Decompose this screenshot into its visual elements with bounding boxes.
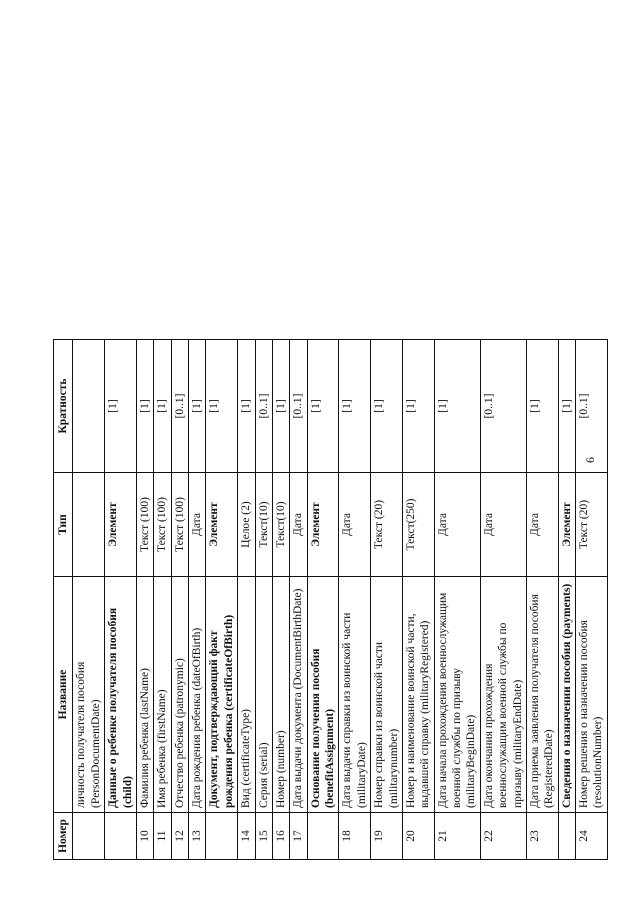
cell-type: Элемент — [206, 473, 238, 577]
cell-name: Дата приема заявления получателя пособия (RegisteredDate) — [526, 577, 558, 813]
header-type: Тип — [54, 473, 73, 577]
cell-number: 10 — [136, 813, 153, 860]
table-row — [480, 340, 526, 860]
cell-cardinality: [0..1] — [255, 340, 272, 473]
table-row — [189, 340, 206, 860]
cell-cardinality: [0..1] — [171, 340, 188, 473]
cell-type: Дата — [526, 473, 558, 577]
cell-cardinality: [1] — [206, 340, 238, 473]
cell-number: 20 — [402, 813, 434, 860]
table-row — [238, 340, 255, 860]
cell-name: Номер решения о назначении пособия (resolutionNumber) — [576, 577, 608, 813]
rotated-table-container — [53, 340, 615, 860]
cell-type: Элемент — [307, 473, 339, 577]
table-row — [73, 340, 105, 860]
table-row — [272, 340, 289, 860]
cell-type: Текст (100) — [154, 473, 171, 577]
cell-cardinality: [1] — [558, 340, 575, 473]
cell-cardinality: [0..1] — [576, 340, 608, 473]
cell-number: 23 — [526, 813, 558, 860]
cell-type: Целое (2) — [238, 473, 255, 577]
table-row — [290, 340, 307, 860]
table-row — [371, 340, 403, 860]
table-header-row — [54, 340, 73, 860]
cell-type: Текст (20) — [576, 473, 608, 577]
cell-number: 24 — [576, 813, 608, 860]
cell-name: Дата окончания прохождения военнослужащим военной службы по призыву (militaryEndDate) — [480, 577, 526, 813]
cell-number: 15 — [255, 813, 272, 860]
table-body — [73, 340, 607, 860]
cell-type — [73, 473, 105, 577]
cell-number: 12 — [171, 813, 188, 860]
cell-type: Дата — [434, 473, 480, 577]
cell-type: Текст (100) — [171, 473, 188, 577]
cell-cardinality: [1] — [238, 340, 255, 473]
cell-type: Дата — [480, 473, 526, 577]
cell-cardinality: [0..1] — [480, 340, 526, 473]
table-row — [307, 340, 339, 860]
cell-number: 14 — [238, 813, 255, 860]
cell-number — [73, 813, 105, 860]
cell-type: Элемент — [105, 473, 137, 577]
table-row — [576, 340, 608, 860]
cell-name: Имя ребенка (firstName) — [154, 577, 171, 813]
cell-number — [558, 813, 575, 860]
cell-number: 17 — [290, 813, 307, 860]
header-name: Название — [54, 577, 73, 813]
cell-number: 19 — [371, 813, 403, 860]
table-row — [105, 340, 137, 860]
cell-name: Вид (certificateType) — [238, 577, 255, 813]
cell-name: Сведения о назначении пособия (payments) — [558, 577, 575, 813]
cell-type: Текст (20) — [371, 473, 403, 577]
cell-number: 13 — [189, 813, 206, 860]
cell-name: Документ, подтверждающий факт рождения ребенка (certificateOfBirth) — [206, 577, 238, 813]
cell-type: Текст(10) — [272, 473, 289, 577]
header-cardinality: Кратность — [54, 340, 73, 473]
cell-type: Дата — [290, 473, 307, 577]
cell-number — [307, 813, 339, 860]
cell-cardinality: [1] — [272, 340, 289, 473]
cell-number: 11 — [154, 813, 171, 860]
cell-number: 21 — [434, 813, 480, 860]
table-row — [255, 340, 272, 860]
cell-name: Дата начала прохождения военнослужащим военной службы по призыву (militaryBeginDate) — [434, 577, 480, 813]
cell-cardinality: [1] — [105, 340, 137, 473]
cell-name: Номер (number) — [272, 577, 289, 813]
table-row — [558, 340, 575, 860]
table-row — [339, 340, 371, 860]
cell-number: 16 — [272, 813, 289, 860]
cell-name: Дата выдачи справки из воинской части (militaryDate) — [339, 577, 371, 813]
cell-number: 22 — [480, 813, 526, 860]
cell-cardinality: [1] — [402, 340, 434, 473]
cell-type: Дата — [339, 473, 371, 577]
table-row — [402, 340, 434, 860]
cell-cardinality: [1] — [136, 340, 153, 473]
cell-name: Фамилия ребенка (lastName) — [136, 577, 153, 813]
cell-type: Текст(10) — [255, 473, 272, 577]
table-row — [434, 340, 480, 860]
table-row — [171, 340, 188, 860]
cell-name: Номер и наименование воинской части, выдавшей справку (militaryRegistered) — [402, 577, 434, 813]
cell-type: Элемент — [558, 473, 575, 577]
cell-name: Отчество ребенка (patronymic) — [171, 577, 188, 813]
cell-type: Дата — [189, 473, 206, 577]
cell-cardinality: [1] — [434, 340, 480, 473]
cell-name: Дата рождения ребенка (dateOfBirth) — [189, 577, 206, 813]
cell-type: Текст (100) — [136, 473, 153, 577]
cell-name: Дата выдачи документа (DocumentBirthDate) — [290, 577, 307, 813]
cell-name: Серия (serial) — [255, 577, 272, 813]
field-spec-table — [53, 339, 608, 860]
cell-cardinality: [1] — [526, 340, 558, 473]
cell-cardinality: [1] — [339, 340, 371, 473]
cell-cardinality: [1] — [307, 340, 339, 473]
cell-number — [206, 813, 238, 860]
cell-name: Номер справки из воинской части (militarynumber) — [371, 577, 403, 813]
cell-cardinality: [0..1] — [290, 340, 307, 473]
header-number: Номер — [54, 813, 73, 860]
cell-cardinality — [73, 340, 105, 473]
cell-name: Данные о ребенке получателя пособия (child) — [105, 577, 137, 813]
cell-cardinality: [1] — [189, 340, 206, 473]
table-row — [136, 340, 153, 860]
cell-cardinality: [1] — [371, 340, 403, 473]
cell-name: личность получателя пособия (PersonDocumentDate) — [73, 577, 105, 813]
cell-type: Текст(250) — [402, 473, 434, 577]
table-row — [206, 340, 238, 860]
table-row — [154, 340, 171, 860]
cell-number — [105, 813, 137, 860]
cell-cardinality: [1] — [154, 340, 171, 473]
page-number: 6 — [583, 457, 597, 463]
cell-number: 18 — [339, 813, 371, 860]
table-row — [526, 340, 558, 860]
cell-name: Основание получения пособия (benefitAssignment) — [307, 577, 339, 813]
